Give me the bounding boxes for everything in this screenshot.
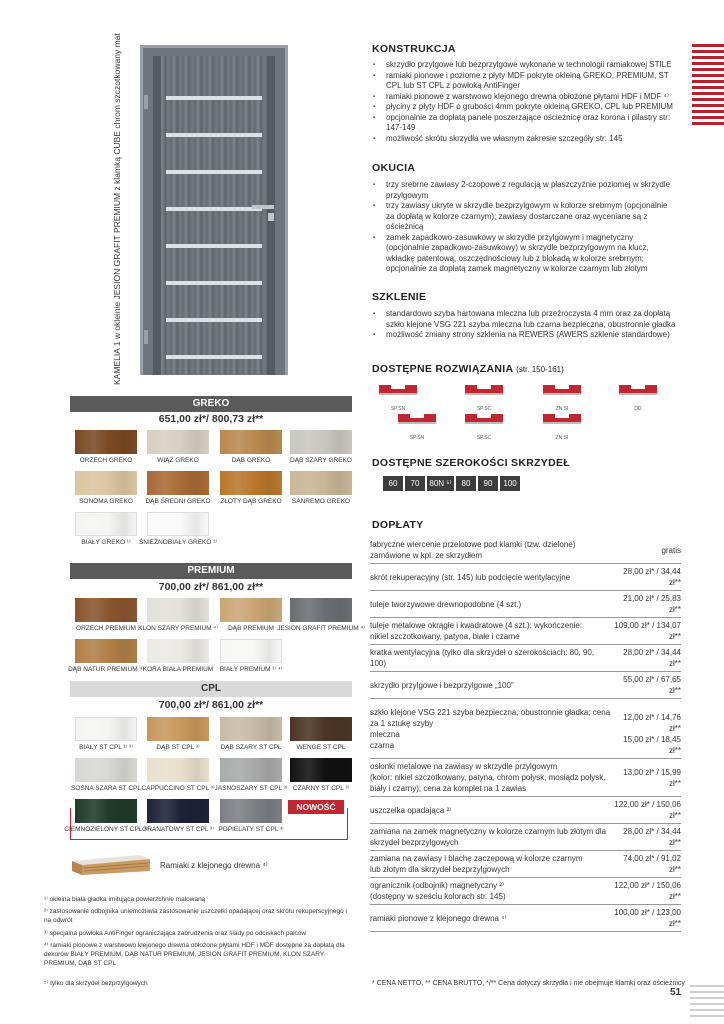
row-description: tuleje tworzywowe drewnopodobne (4 szt.)	[370, 591, 614, 618]
premium-header: PREMIUM	[70, 563, 352, 579]
list-item: ▪ zamek zapadkowo-zasuwkowy w skrzydle przylgowym i magnetyczny (opcjonalnie zapadkowo-zasuwkowy) w skrzydle bezprzylgowym na klucz, wkładkę patentową, oszczędnościowy lub z blokadą w kolorze srebrnym; opcjonalnie za dopłatą zamek magnetyczny w kolorze czarnym lub złotym	[372, 233, 677, 275]
solution-diagram	[378, 383, 418, 412]
swatch-cpl	[147, 717, 209, 741]
table-row	[370, 905, 681, 932]
swatch-greko	[147, 430, 209, 454]
width-option: 80N ⁵⁾	[427, 476, 454, 491]
swatch-greko	[147, 471, 209, 495]
swatch-premium	[147, 639, 209, 663]
konstrukcja-title: KONSTRUKCJA	[372, 43, 456, 55]
swatch-label: WIĄZ GREKO	[157, 457, 199, 464]
row-price: 100,00 zł* / 123,00 zł**	[614, 905, 681, 932]
swatch-label: CIEMNOZIELONY ST CPL ³⁾	[64, 826, 148, 833]
ramiaki-label: Ramiaki z klejonego drewna ⁴⁾	[160, 861, 268, 870]
swatch-label: SANREMO GREKO	[291, 498, 351, 505]
swatch-premium	[220, 639, 282, 663]
table-row	[370, 851, 681, 878]
swatch-premium	[147, 598, 209, 622]
row-price: 109,00 zł* / 134,07 zł**	[614, 618, 681, 645]
swatch-greko	[290, 471, 352, 495]
swatch-greko	[220, 471, 282, 495]
new-badge: NOWOŚĆ	[288, 800, 344, 814]
table-row	[370, 797, 681, 824]
swatch-premium	[75, 639, 137, 663]
swatch-cpl	[147, 758, 209, 782]
solution-label: DD	[634, 406, 642, 412]
konstrukcja-list	[372, 60, 677, 144]
table-row	[370, 537, 681, 564]
price-footnote: * CENA NETTO, ** CENA BRUTTO, */** Cena dotyczy skrzydła i nie obejmuje klamki oraz ościeżnicy	[372, 980, 685, 987]
cpl-header: CPL	[70, 681, 352, 697]
row-price: 122,00 zł* / 150,06 zł**	[614, 797, 681, 824]
swatch-label: DĄB PREMIUM	[228, 625, 274, 632]
swatch-label: GRANATOWY ST CPL ³⁾	[142, 826, 214, 833]
swatch-label: ZŁOTY DĄB GREKO	[220, 498, 282, 505]
row-price: 28,00 zł* / 34,44 zł**	[614, 645, 681, 672]
list-item: ▪ trzy srebrne zawiasy 2-czopowe z regulacją w płaszczyźnie poziomej w skrzydle przylgowym	[372, 180, 677, 201]
width-option: 100	[500, 476, 520, 491]
row-description: uszczelka opadająca ²⁾	[370, 797, 614, 824]
swatch-greko	[75, 512, 137, 536]
swatch-greko	[147, 512, 209, 536]
swatch-label: BIAŁY ST CPL ¹⁾ ³⁾	[79, 744, 133, 751]
row-price: 122,00 zł* / 150,06 zł**	[614, 878, 681, 905]
solution-diagram	[397, 412, 437, 441]
row-description: osłonki metalowe na zawiasy w skrzydle przylgowym (kolor: nikiel szczotkowany, patyna, chrom połysk, mosiądz połysk, biały i czarny); cena za komplet na 1 zawias	[370, 759, 614, 797]
swatch-greko	[75, 430, 137, 454]
row-description: zamiana na zamek magnetyczny w kolorze czarnym lub złotym dla skrzydeł bezprzylgowych	[370, 824, 614, 851]
swatch-label: DĄB ST CPL ³⁾	[156, 744, 200, 751]
page-number: 51	[670, 987, 682, 998]
row-price: 12,00 zł* / 14,76 zł** 15,00 zł* / 18,45 zł**	[614, 699, 681, 759]
list-item: ▪ skrzydło przylgowe lub bezprzylgowe wykonane w technologii ramiakowej STILE	[372, 60, 677, 71]
list-item: ▪ opcjonalnie za dopłatą panele poszerzające ościeżnicę oraz korona i pilastry str: 147-149	[372, 113, 677, 134]
row-description: kratka wentylacyjna (tylko dla skrzydeł o szerokościach: 80, 90, 100)	[370, 645, 614, 672]
swatch-label: DĄB ŚREDNI GREKO	[145, 498, 211, 505]
list-item: ▪ możliwość skrótu skrzydła we własnym zakresie szczegóły str: 145	[372, 134, 677, 145]
row-description: zamiana na zawiasy i blachę zaczepową w kolorze czarnym lub złotym dla skrzydeł bezprzylgowych	[370, 851, 614, 878]
swatch-greko	[290, 430, 352, 454]
solution-label: ZN.SI	[555, 406, 569, 412]
swatch-cpl	[220, 758, 282, 782]
table-row	[370, 591, 681, 618]
szklenie-title: SZKLENIE	[372, 291, 427, 303]
szklenie-list	[372, 309, 677, 341]
szerokosci-title: DOSTĘPNE SZEROKOŚCI SKRZYDEŁ	[372, 457, 571, 469]
okucia-list	[372, 180, 677, 275]
okucia-title: OKUCIA	[372, 162, 416, 174]
row-description: tuleje metalowe okrągłe i kwadratowe (4 szt.); wykończenie: nikiel szczotkowany, patyna, białe i czarne	[370, 618, 614, 645]
solution-diagram	[542, 412, 582, 441]
table-row	[370, 699, 681, 759]
swatch-label: CZARNY ST CPL ³⁾	[292, 785, 350, 792]
row-price: gratis	[614, 537, 681, 564]
footnote-1: ¹⁾ okleina biała gładka imitująca powierzchnię malowaną	[44, 896, 206, 903]
swatch-label: BIAŁY PREMIUM ¹⁾ ⁴⁾	[219, 666, 283, 673]
row-description: ramiaki pionowe z klejonego drewna ⁴⁾	[370, 905, 614, 932]
swatch-cpl	[290, 758, 352, 782]
footnote-2: ²⁾ zastosowanie odbojnika uniemożliwia zastosowanie uszczelki opadającej oraz skrótu rekuperscyjnego i na odwrót	[44, 908, 347, 924]
row-price: 55,00 zł* / 67,65 zł**	[614, 672, 681, 699]
width-option: 60	[383, 476, 403, 491]
solution-label: SP.SN	[409, 435, 425, 441]
footnote-4: ⁴⁾ ramiaki pionowe z warstwowo klejonego drewna obłożone płytami HDF i MDF dostępne za dopłatą dla dekorów BIAŁY PREMIUM, DĄB NATUR PREMIUM, JESION GRAFIT PREMIUM, KLON SZARY PREMIUM, DĄB ST CPL	[44, 942, 345, 967]
doplaty-title: DOPŁATY	[372, 519, 424, 531]
solution-diagram	[464, 383, 504, 412]
footnote-3: ³⁾ specjalna powłoka AntiFinger ograniczająca zabrudzenia oraz ślady po odciskach palców	[44, 930, 307, 937]
width-option: 80	[456, 476, 476, 491]
swatch-premium	[75, 598, 137, 622]
row-description: fabryczne wiercenie przelotowe pod klamki (tzw. dzielone) zamówione w kpl. ze skrzydłem	[370, 537, 614, 564]
swatch-label: SONOMA GREKO	[79, 498, 133, 505]
row-description: skrót rekuperacyjny (str. 145) lub podcięcie wentylacyjne	[370, 564, 614, 591]
list-item: ▪ trzy zawiasy ukryte w skrzydle bezprzylgowym w kolorze srebrnym (opcjonalnie za dopłatą w kolorze czarnym); zawiasy dostarczane oraz wyceniane są z ościeżnicą	[372, 201, 677, 233]
row-price: 13,00 zł* / 15,99 zł**	[614, 759, 681, 797]
rozwiazania-title: DOSTĘPNE ROZWIĄZANIA (str. 150-161)	[372, 363, 564, 375]
swatch-premium	[220, 598, 282, 622]
premium-price: 700,00 zł*/ 861,00 zł**	[158, 581, 264, 593]
list-item: ▪ ramiaki pionowe z warstwowo klejonego drewna obłożone płytami HDF i MDF ⁴⁾	[372, 92, 677, 103]
swatch-label: KORA BIAŁA PREMIUM	[142, 666, 214, 673]
swatch-label: JASNOSZARY ST CPL ³⁾	[214, 785, 288, 792]
row-price: 21,00 zł* / 25,83 zł**	[614, 591, 681, 618]
swatch-label: SOSNA SZARA ST CPL	[71, 785, 141, 792]
widths-list	[383, 476, 520, 491]
solution-diagram	[618, 383, 658, 412]
solution-label: ZN.SI	[555, 435, 569, 441]
swatch-label: JESION GRAFIT PREMIUM ⁴⁾	[277, 625, 365, 632]
row-price: 74,00 zł* / 91,02 zł**	[614, 851, 681, 878]
door-caption: KAMELIA 1 w okleinie JESION GRAFIT PREMIUM z klamką CUBE chrom szczotkowany mat	[112, 33, 122, 385]
width-option: 90	[478, 476, 498, 491]
row-description: ogranicznik (odbojnik) magnetyczny ²⁾ (dostępny w sześciu kolorach str. 145)	[370, 878, 614, 905]
row-description: skrzydło przylgowe i bezprzylgowe „100”	[370, 672, 614, 699]
swatch-cpl	[75, 717, 137, 741]
table-row	[370, 564, 681, 591]
swatch-cpl	[290, 717, 352, 741]
table-row	[370, 672, 681, 699]
swatch-label: DĄB NATUR PREMIUM ⁴⁾	[68, 666, 144, 673]
door-image	[140, 45, 288, 375]
swatch-premium	[290, 598, 352, 622]
list-item: ▪ ramiaki pionowe i poziome z płyty MDF pokryte okleiną GREKO, PREMIUM, ST CPL lub ST CPL z powłoką AntiFinger	[372, 71, 677, 92]
solution-label: SP.SN	[390, 406, 406, 412]
swatch-greko	[75, 471, 137, 495]
solution-diagram	[464, 412, 504, 441]
swatch-label: DĄB SZARY ST CPL	[220, 744, 282, 751]
swatch-label: DĄB SZARY GREKO	[290, 457, 352, 464]
solution-label: SP.SC	[476, 406, 492, 412]
door-handle	[252, 205, 274, 209]
row-price: 28,00 zł* / 34,44 zł**	[614, 564, 681, 591]
greko-price: 651,00 zł*/ 800,73 zł**	[158, 413, 264, 425]
swatch-label: CAPPUCCINO ST CPL ³⁾	[141, 785, 215, 792]
table-row	[370, 759, 681, 797]
row-description: szkło klejone VSG 221 szyba bezpieczna, obustronnie gładka; cena za 1 sztukę szyby mleczna czarna	[370, 699, 614, 759]
solution-diagram	[542, 383, 582, 412]
swatch-label: BIAŁY GREKO ¹⁾	[81, 539, 131, 546]
swatch-label: ŚNIEŻNOBIAŁY GREKO ¹⁾	[138, 539, 218, 546]
list-item: ▪ standardowo szyba hartowana mleczna lub przeźroczysta 4 mm oraz za dopłatą szkło klejone VSG 221 szyba mleczna lub czarna bezpieczna, obustronnie gładka	[372, 309, 677, 330]
swatch-greko	[220, 430, 282, 454]
cpl-price: 700,00 zł*/ 861,00 zł**	[158, 699, 264, 711]
swatch-label: KLON SZARY PREMIUM ⁴⁾	[138, 625, 218, 632]
swatch-label: WENGE ST CPL	[296, 744, 346, 751]
footnote-5: ⁵⁾ tylko dla skrzydeł bezprzylgowych	[44, 980, 148, 987]
list-item: ▪ możliwość zmiany strony szklenia na REWERS (AWERS szklenie standardowe)	[372, 330, 677, 341]
swatch-cpl	[75, 758, 137, 782]
list-item: ▪ płyciny z płyty HDF o grubości 4mm pokryte okleiną GREKO, CPL lub PREMIUM	[372, 102, 677, 113]
doplaty-table	[370, 537, 681, 932]
ramiaki-wood-image	[70, 853, 152, 875]
swatch-cpl	[220, 717, 282, 741]
solution-label: SP.SC	[476, 435, 492, 441]
swatch-label: ORZECH GREKO	[79, 457, 133, 464]
table-row	[370, 645, 681, 672]
table-row	[370, 878, 681, 905]
table-row	[370, 618, 681, 645]
swatch-label: ORZECH PREMIUM	[76, 625, 136, 632]
swatch-label: POPIELATY ST CPL ³⁾	[218, 826, 284, 833]
swatch-label: DĄB GREKO	[231, 457, 271, 464]
greko-header: GREKO	[70, 396, 352, 412]
row-price: 28,00 zł* / 34,44 zł**	[614, 824, 681, 851]
table-row	[370, 824, 681, 851]
width-option: 70	[405, 476, 425, 491]
